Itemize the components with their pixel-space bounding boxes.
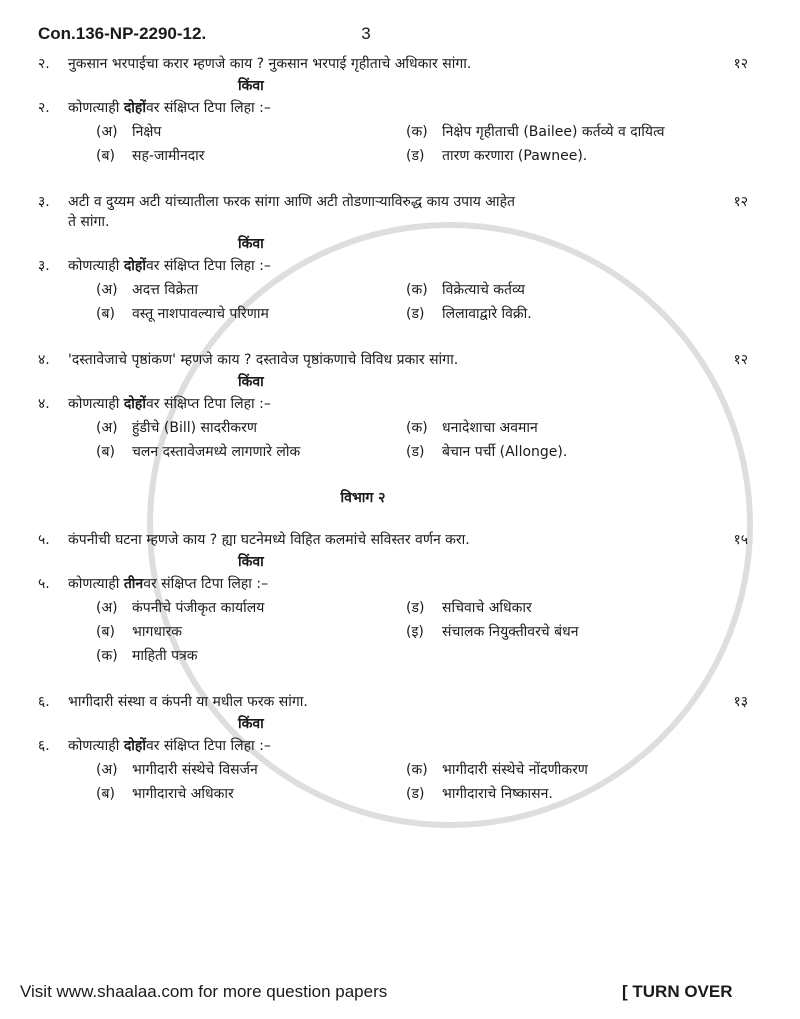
option-label: (ब) xyxy=(96,306,115,322)
option-label: (अ) xyxy=(96,124,118,140)
option-item xyxy=(96,598,396,618)
question-row xyxy=(38,192,748,232)
option-list xyxy=(96,418,748,462)
question-number: ३. xyxy=(38,194,50,210)
option-label: (क) xyxy=(406,282,428,298)
option-text: भागधारक xyxy=(132,624,183,640)
alt-question-text xyxy=(68,98,748,118)
option-text: सह-जामीनदार xyxy=(132,148,205,164)
option-label: (ड) xyxy=(406,306,425,322)
alt-question-number: ३. xyxy=(38,258,50,274)
question-text-wrap xyxy=(68,350,708,370)
alt-question-row xyxy=(38,256,748,276)
question-number: ४. xyxy=(38,352,50,368)
alt-question-number: ४. xyxy=(38,396,50,412)
option-list xyxy=(96,122,748,166)
alt-question-number: २. xyxy=(38,100,50,116)
option-text: धनादेशाचा अवमान xyxy=(442,420,538,436)
option-text: लिलावाद्वारे विक्री. xyxy=(442,306,532,322)
option-label: (क) xyxy=(96,648,118,664)
question-text: कंपनीची घटना म्हणजे काय ? ह्या घटनेमध्ये विहित कलमांचे सविस्तर वर्णन करा. xyxy=(68,532,470,548)
option-item xyxy=(406,598,736,618)
option-item xyxy=(406,784,736,804)
question-marks: १२ xyxy=(733,56,748,72)
question-row xyxy=(38,530,748,550)
alt-question-part: वर संक्षिप्त टिपा लिहा :– xyxy=(145,258,271,274)
option-item xyxy=(96,280,396,300)
alt-question-part: कोणत्याही xyxy=(68,396,124,412)
option-text: भागीदारी संस्थेचे नोंदणीकरण xyxy=(442,762,588,778)
question-text: भागीदारी संस्था व कंपनी या मधील फरक सांगा. xyxy=(68,694,308,710)
question-text: अटी व दुय्यम अटी यांच्यातीला फरक सांगा आणि अटी तोडणाऱ्याविरुद्ध काय उपाय आहेत xyxy=(68,194,515,210)
alt-question-part: कोणत्याही xyxy=(68,100,124,116)
question-marks: १३ xyxy=(733,694,748,710)
alt-question-part: वर संक्षिप्त टिपा लिहा :– xyxy=(145,396,271,412)
option-text: सचिवाचे अधिकार xyxy=(442,600,532,616)
question-block xyxy=(38,54,748,166)
alt-question-part: कोणत्याही xyxy=(68,258,124,274)
option-item xyxy=(96,646,396,666)
question-text: नुकसान भरपाईचा करार म्हणजे काय ? नुकसान भरपाई गृहीताचे अधिकार सांगा. xyxy=(68,56,472,72)
option-text: तारण करणारा (Pawnee). xyxy=(442,148,588,164)
alt-question-row xyxy=(38,394,748,414)
alt-question-text xyxy=(68,574,748,594)
option-label: (ब) xyxy=(96,148,115,164)
option-text: बेचान पर्ची (Allonge). xyxy=(442,444,568,460)
option-label: (क) xyxy=(406,124,428,140)
alt-question-text xyxy=(68,256,748,276)
alt-question-row xyxy=(38,574,748,594)
alt-question-part: कोणत्याही xyxy=(68,738,124,754)
option-item xyxy=(96,122,396,142)
or-label: किंवा xyxy=(238,554,264,570)
option-item xyxy=(96,784,396,804)
option-label: (ड) xyxy=(406,444,425,460)
question-block xyxy=(38,692,748,804)
alt-question-row xyxy=(38,98,748,118)
option-item xyxy=(406,122,736,142)
option-label: (ब) xyxy=(96,786,115,802)
option-label: (अ) xyxy=(96,600,118,616)
option-item xyxy=(406,280,736,300)
section-heading: विभाग २ xyxy=(340,490,386,506)
option-label: (अ) xyxy=(96,282,118,298)
option-text: चलन दस्तावेजमध्ये लागणारे लोक xyxy=(132,444,301,460)
question-text-wrap xyxy=(68,530,708,550)
question-block xyxy=(38,530,748,666)
or-label: किंवा xyxy=(238,78,264,94)
option-text: निक्षेप xyxy=(132,124,162,140)
option-text: माहिती पत्रक xyxy=(132,648,198,664)
option-item xyxy=(406,304,736,324)
alt-question-part: कोणत्याही xyxy=(68,576,124,592)
option-text: विक्रेत्याचे कर्तव्य xyxy=(442,282,525,298)
question-text-wrap xyxy=(68,692,708,712)
option-item xyxy=(406,418,736,438)
option-label: (ड) xyxy=(406,786,425,802)
or-label: किंवा xyxy=(238,374,264,390)
question-row xyxy=(38,350,748,370)
question-text: 'दस्तावेजाचे पृष्ठांकण' म्हणजे काय ? दस्तावेज पृष्ठांकणाचे विविध प्रकार सांगा. xyxy=(68,352,459,368)
option-label: (अ) xyxy=(96,420,118,436)
alt-question-text xyxy=(68,736,748,756)
question-paper xyxy=(38,24,748,830)
option-text: वस्तू नाशपावल्याचे परिणाम xyxy=(132,306,269,322)
option-text: अदत्त विक्रेता xyxy=(132,282,199,298)
option-item xyxy=(406,760,736,780)
alt-question-part: दोहों xyxy=(123,258,146,274)
option-label: (क) xyxy=(406,762,428,778)
alt-question-part: दोहों xyxy=(123,396,146,412)
option-item xyxy=(96,304,396,324)
question-marks: १२ xyxy=(733,352,748,368)
questions xyxy=(38,54,748,804)
alt-question-row xyxy=(38,736,748,756)
option-label: (इ) xyxy=(406,624,424,640)
question-number: २. xyxy=(38,56,50,72)
question-row xyxy=(38,692,748,712)
option-item xyxy=(96,146,396,166)
page-header xyxy=(38,24,748,44)
alt-question-part: वर संक्षिप्त टिपा लिहा :– xyxy=(145,100,271,116)
option-label: (ड) xyxy=(406,600,425,616)
option-label: (क) xyxy=(406,420,428,436)
alt-question-number: ५. xyxy=(38,576,50,592)
question-marks: १५ xyxy=(733,532,748,548)
option-label: (ब) xyxy=(96,624,115,640)
option-list xyxy=(96,760,748,804)
turn-over-label: [ TURN OVER xyxy=(622,982,733,1001)
question-marks: १२ xyxy=(733,194,748,210)
option-list xyxy=(96,598,748,666)
question-block xyxy=(38,350,748,462)
option-list xyxy=(96,280,748,324)
alt-question-part: वर संक्षिप्त टिपा लिहा :– xyxy=(145,738,271,754)
question-text-continued: ते सांगा. xyxy=(68,214,110,230)
option-text: भागीदाराचे निष्कासन. xyxy=(442,786,553,802)
option-text: संचालक नियुक्तीवरचे बंधन xyxy=(442,624,579,640)
question-number: ५. xyxy=(38,532,50,548)
option-text: भागीदाराचे अधिकार xyxy=(132,786,234,802)
question-text-wrap xyxy=(68,54,708,74)
alt-question-part: दोहों xyxy=(123,738,146,754)
option-item xyxy=(96,418,396,438)
or-label: किंवा xyxy=(238,236,264,252)
paper-code: Con.136-NP-2290-12. xyxy=(38,24,207,43)
question-row xyxy=(38,54,748,74)
option-item xyxy=(96,760,396,780)
option-item xyxy=(96,622,396,642)
option-item xyxy=(406,146,736,166)
alt-question-text xyxy=(68,394,748,414)
option-item xyxy=(406,442,736,462)
alt-question-part: दोहों xyxy=(123,100,146,116)
alt-question-number: ६. xyxy=(38,738,50,754)
option-label: (ड) xyxy=(406,148,425,164)
option-text: हुंडीचे (Bill) सादरीकरण xyxy=(132,420,258,436)
question-block xyxy=(38,192,748,324)
option-label: (ब) xyxy=(96,444,115,460)
question-text-wrap xyxy=(68,192,708,232)
option-text: कंपनीचे पंजीकृत कार्यालय xyxy=(132,600,265,616)
alt-question-part: वर संक्षिप्त टिपा लिहा :– xyxy=(143,576,269,592)
option-text: भागीदारी संस्थेचे विसर्जन xyxy=(132,762,258,778)
alt-question-part: तीन xyxy=(123,576,144,592)
page-number: 3 xyxy=(361,24,371,43)
option-label: (अ) xyxy=(96,762,118,778)
or-label: किंवा xyxy=(238,716,264,732)
footer-link-text: Visit www.shaalaa.com for more question papers xyxy=(20,982,388,1001)
question-number: ६. xyxy=(38,694,50,710)
option-item xyxy=(406,622,736,642)
option-item xyxy=(96,442,396,462)
option-text: निक्षेप गृहीताची (Bailee) कर्तव्ये व दायित्व xyxy=(442,124,665,140)
